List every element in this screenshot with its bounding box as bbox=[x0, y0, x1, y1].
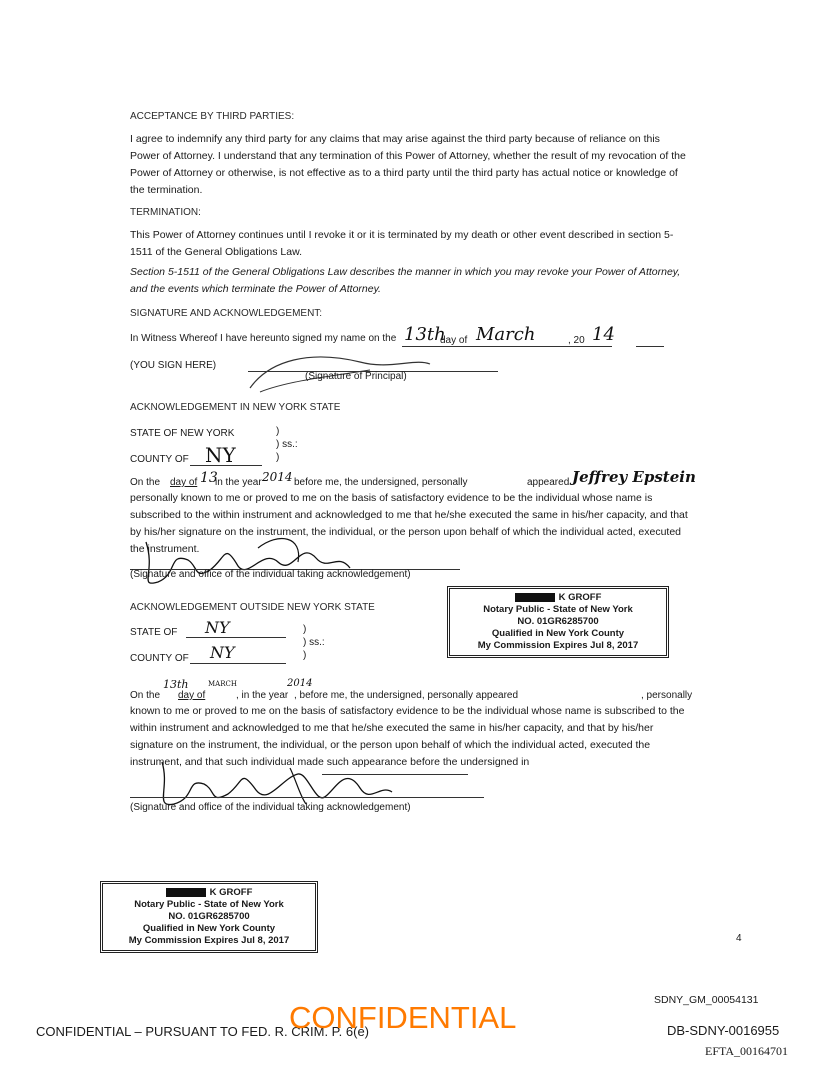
ack-ny-state-label: STATE OF NEW YORK bbox=[130, 428, 235, 439]
termination-body: This Power of Attorney continues until I revoke it or it is terminated by my death or other event described in section 5-1511 of the General Obligations Law. bbox=[130, 229, 674, 258]
stamp-name: K GROFF bbox=[456, 592, 660, 604]
ack-ny-body: personally known to me or proved to me on the basis of satisfactory evidence to be the individual whose name is subscribed to the within instrument and acknowledged to me that he/she executed the same in his/her capacity, and that by his/her signature on the instrument, the individual, or the person upon behalf of which the individual acted, executed the instrument. bbox=[130, 492, 688, 555]
acceptance-body: I agree to indemnify any third party for any claims that may arise against the third party because of reliance on this Power of Attorney. I understand that any termination of this Power of Attorney, whether the result of my revocation of the Power of Attorney or otherwise, is not effective as to a third party until the third party has actual notice or knowledge of the termination. bbox=[130, 133, 686, 196]
ack-ny-paren-bottom: ) bbox=[276, 452, 280, 463]
ack-outside-county-hand: NY bbox=[210, 643, 235, 662]
bates-gm: SDNY_GM_00054131 bbox=[654, 994, 759, 1006]
acceptance-heading: ACCEPTANCE BY THIRD PARTIES: bbox=[130, 111, 295, 122]
ack-ny-day-hand: 13 bbox=[200, 470, 218, 486]
ack-outside-in-the-year: , in the year bbox=[236, 690, 289, 701]
ack-ny-year-hand: 2014 bbox=[262, 470, 293, 484]
efta-number: EFTA_00164701 bbox=[705, 1044, 789, 1058]
ack-outside-body: known to me or proved to me on the basis of satisfactory evidence to be the individual whose name is subscribed to the within instrument and acknowledged to me that he/she executed the same in his/her capacity, and that by his/her signature on the instrument, the individual, or the person upon behalf of which the individual acted, executed the instrument, and that such individual made such appearance before the undersigned in bbox=[130, 705, 685, 768]
ack-ny-caption: (Signature and office of the individual taking acknowledgement) bbox=[130, 569, 411, 580]
ack-outside-year-hand: 2014 bbox=[287, 678, 313, 689]
ack-outside-day-of: day of bbox=[178, 690, 206, 701]
ack-ny-paren-top: ) bbox=[276, 426, 280, 437]
witness-text: In Witness Whereof I have hereunto signed my name on the bbox=[130, 333, 397, 344]
ack-outside-caption: (Signature and office of the individual taking acknowledgement) bbox=[130, 802, 411, 813]
witness-day-hand: 13th bbox=[404, 324, 446, 345]
ack-outside-personally: , personally bbox=[641, 690, 693, 701]
witness-day-of: day of bbox=[440, 335, 468, 346]
stamp-line3: Qualified in New York County bbox=[142, 923, 276, 934]
stamp-line1: Notary Public - State of New York bbox=[134, 899, 284, 910]
ack-ny-on-the: On the bbox=[130, 477, 161, 488]
ack-outside-ss: ) ss.: bbox=[303, 637, 325, 648]
db-number: DB-SDNY-0016955 bbox=[667, 1023, 780, 1038]
ack-outside-paren-top: ) bbox=[303, 624, 307, 635]
notary-stamp-top bbox=[447, 586, 669, 658]
principal-signature bbox=[240, 340, 440, 400]
stamp-line3: Qualified in New York County bbox=[491, 628, 625, 639]
ack-ny-ss: ) ss.: bbox=[276, 439, 298, 450]
ack-ny-in-the-year: in the year bbox=[215, 477, 262, 488]
stamp-line2: NO. 01GR6285700 bbox=[168, 911, 250, 922]
stamp-line2: NO. 01GR6285700 bbox=[517, 616, 599, 627]
ack-outside-before-me: , before me, the undersigned, personally appeared bbox=[294, 690, 519, 701]
ack-outside-paren-bottom: ) bbox=[303, 650, 307, 661]
confidential-watermark: CONFIDENTIAL bbox=[289, 1000, 517, 1035]
witness-year-prefix: , 20 bbox=[568, 335, 585, 346]
ack-ny-signature bbox=[128, 522, 368, 594]
stamp-line4: My Commission Expires Jul 8, 2017 bbox=[128, 935, 290, 946]
termination-heading: TERMINATION: bbox=[130, 207, 201, 218]
stamp-line1: Notary Public - State of New York bbox=[483, 604, 633, 615]
witness-month-hand: March bbox=[476, 324, 536, 345]
redaction-bar bbox=[515, 593, 555, 602]
signature-heading: SIGNATURE AND ACKNOWLEDGEMENT: bbox=[130, 308, 323, 319]
stamp-name: K GROFF bbox=[109, 887, 309, 899]
witness-year-hand: 14 bbox=[592, 324, 615, 345]
principal-caption: (Signature of Principal) bbox=[305, 371, 407, 382]
ack-outside-heading: ACKNOWLEDGEMENT OUTSIDE NEW YORK STATE bbox=[130, 602, 375, 613]
ack-ny-county-hand: NY bbox=[205, 443, 236, 467]
ack-outside-month-hand: MARCH bbox=[208, 680, 237, 688]
redaction-bar bbox=[166, 888, 206, 897]
ack-outside-state-label: STATE OF bbox=[130, 627, 178, 638]
ack-ny-day-of: day of bbox=[170, 477, 198, 488]
ack-outside-on-the: On the bbox=[130, 690, 161, 701]
ack-ny-county-label: COUNTY OF bbox=[130, 454, 189, 465]
ack-outside-county-label: COUNTY OF bbox=[130, 653, 189, 664]
ack-ny-before-me: before me, the undersigned, personally bbox=[294, 477, 468, 488]
ack-ny-heading: ACKNOWLEDGEMENT IN NEW YORK STATE bbox=[130, 402, 341, 413]
ack-outside-day-hand: 13th bbox=[163, 678, 189, 691]
page-number: 4 bbox=[736, 933, 742, 944]
ack-outside-state-hand: NY bbox=[205, 618, 230, 637]
you-sign-label: (YOU SIGN HERE) bbox=[130, 360, 217, 371]
ack-ny-appeared: appeared bbox=[527, 477, 570, 488]
confidential-left: CONFIDENTIAL – PURSUANT TO FED. R. CRIM. P. 6(e) bbox=[36, 1024, 370, 1039]
stamp-line4: My Commission Expires Jul 8, 2017 bbox=[477, 640, 639, 651]
ack-ny-name-hand: Jeffrey Epstein bbox=[572, 468, 696, 486]
notary-stamp-bottom bbox=[100, 881, 318, 953]
termination-italic-note: Section 5-1511 of the General Obligations Law describes the manner in which you may revoke your Power of Attorney, and the events which terminate the Power of Attorney. bbox=[130, 266, 681, 295]
